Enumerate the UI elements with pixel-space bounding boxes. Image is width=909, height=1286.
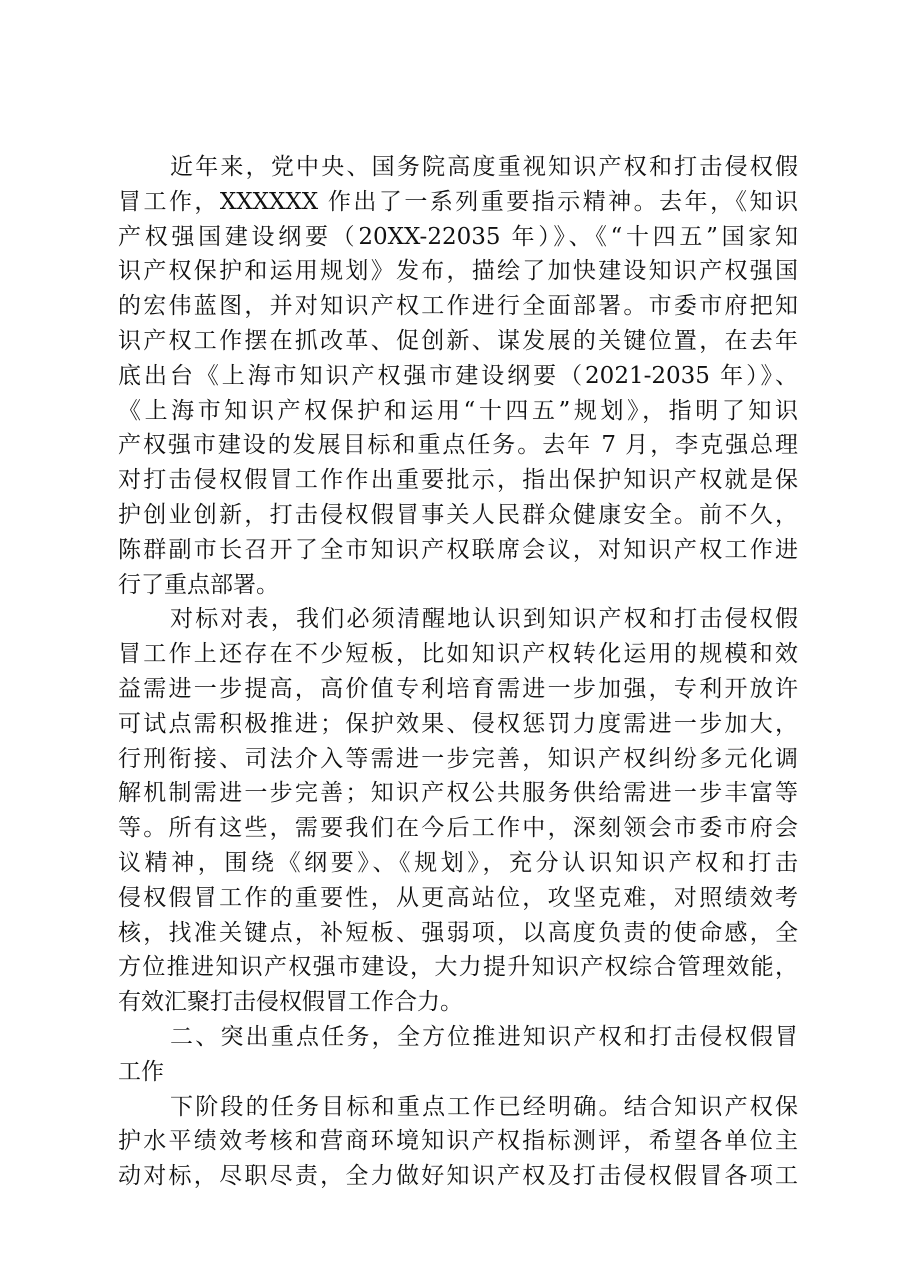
text-line: 对打击侵权假冒工作作出重要批示，指出保护知识产权就是保 xyxy=(118,467,798,494)
text-line: 核，找准关键点，补短板、强弱项，以高度负责的使命感，全 xyxy=(118,919,798,946)
text-line: 解机制需进一步完善；知识产权公共服务供给需进一步丰富等 xyxy=(118,780,798,807)
text-line: 益需进一步提高，高价值专利培育需进一步加强，专利开放许 xyxy=(118,675,798,702)
text-line: 工作 xyxy=(118,1058,164,1085)
text-line: 底出台《上海市知识产权强市建设纲要（2021-2035 年）》、 xyxy=(118,362,798,389)
text-line: 产权强国建设纲要（20XX-22035 年）》、《“十四五”国家知 xyxy=(118,223,798,250)
text-line: 护创业创新，打击侵权假冒事关人民群众健康安全。前不久， xyxy=(118,501,798,528)
text-line: 冒工作，XXXXXX 作出了一系列重要指示精神。去年，《知识 xyxy=(118,188,798,215)
paragraph-policy-background xyxy=(118,150,798,602)
text-line: 等。所有这些，需要我们在今后工作中，深刻领会市委市府会 xyxy=(118,815,798,842)
text-line: 对标对表，我们必须清醒地认识到知识产权和打击侵权假 xyxy=(170,606,798,633)
text-line: 识产权工作摆在抓改革、促创新、谋发展的关键位置，在去年 xyxy=(118,327,798,354)
text-line: 识产权保护和运用规划》发布，描绘了加快建设知识产权强国 xyxy=(118,258,798,285)
text-line: 近年来，党中央、国务院高度重视知识产权和打击侵权假 xyxy=(170,154,798,180)
text-line: 产权强市建设的发展目标和重点任务。去年 7 月，李克强总理 xyxy=(118,432,798,459)
paragraph-shortcomings xyxy=(118,602,798,1020)
text-line: 冒工作上还存在不少短板，比如知识产权转化运用的规模和效 xyxy=(118,641,798,668)
text-line: 可试点需积极推进；保护效果、侵权惩罚力度需进一步加大， xyxy=(118,710,798,737)
text-line: 行刑衔接、司法介入等需进一步完善，知识产权纠纷多元化调 xyxy=(118,745,798,772)
text-line: 侵权假冒工作的重要性，从更高站位，攻坚克难，对照绩效考 xyxy=(118,884,798,911)
paragraph-next-tasks xyxy=(118,1090,798,1194)
section-heading xyxy=(118,1020,798,1090)
text-line: 动对标，尽职尽责，全力做好知识产权及打击侵权假冒各项工 xyxy=(118,1163,798,1190)
text-line: 《上海市知识产权保护和运用“十四五”规划》，指明了知识 xyxy=(118,397,798,424)
text-line: 下阶段的任务目标和重点工作已经明确。结合知识产权保 xyxy=(170,1093,798,1120)
text-line: 陈群副市长召开了全市知识产权联席会议，对知识产权工作进 xyxy=(118,536,798,563)
document-body xyxy=(118,150,798,1194)
text-line: 行了重点部署。 xyxy=(118,571,279,598)
text-line: 议精神，围绕《纲要》、《规划》，充分认识知识产权和打击 xyxy=(118,849,798,876)
text-line: 护水平绩效考核和营商环境知识产权指标测评，希望各单位主 xyxy=(118,1128,798,1155)
text-line: 的宏伟蓝图，并对知识产权工作进行全面部署。市委市府把知 xyxy=(118,293,798,320)
text-line: 二、突出重点任务，全方位推进知识产权和打击侵权假冒 xyxy=(170,1023,798,1050)
text-line: 有效汇聚打击侵权假冒工作合力。 xyxy=(118,989,463,1016)
text-line: 方位推进知识产权强市建设，大力提升知识产权综合管理效能， xyxy=(118,954,798,981)
